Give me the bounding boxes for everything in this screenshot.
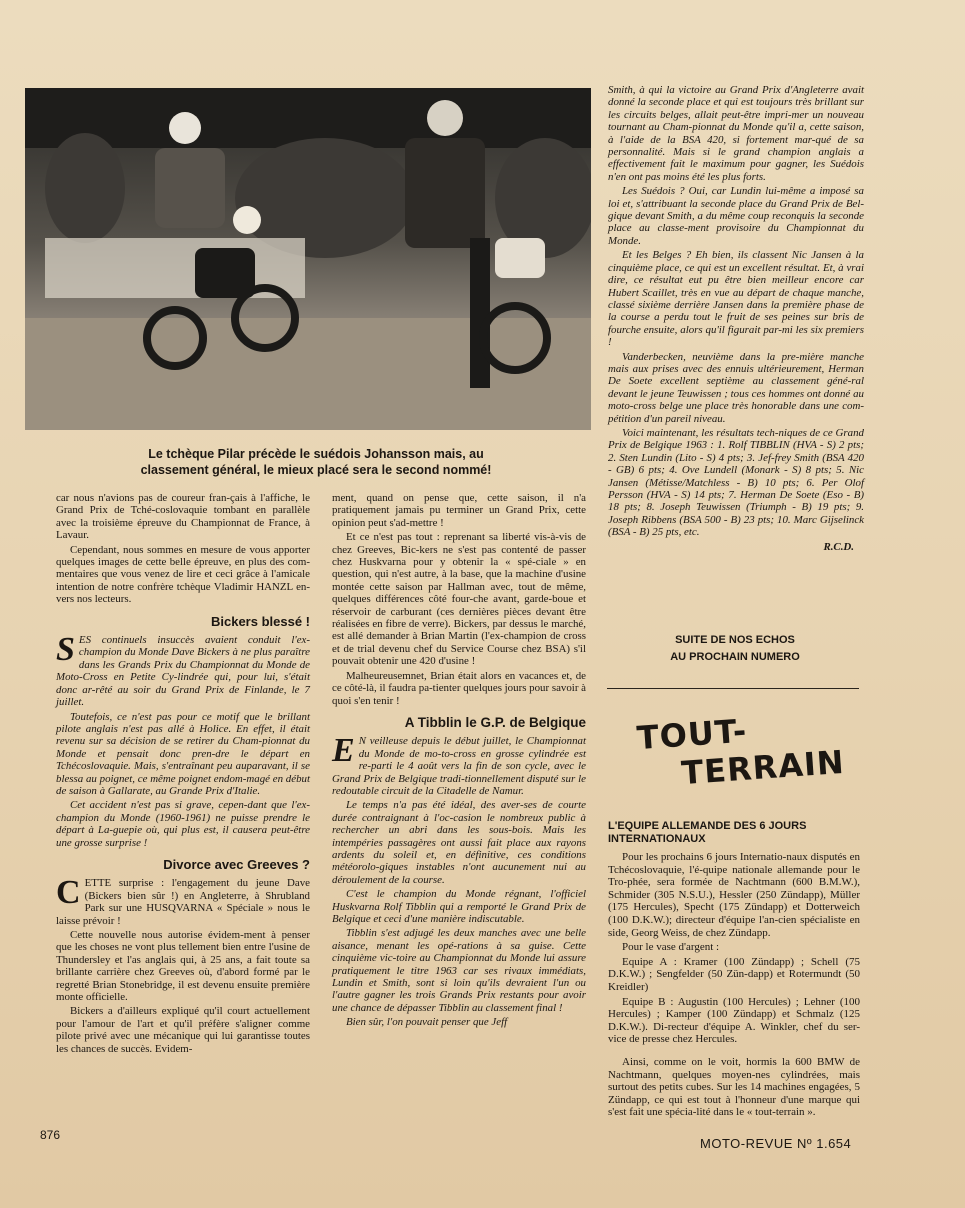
paragraph: Malheureusemnet, Brian était alors en vacances et, de ce côté-là, il faudra pa-tienter quelques jours pour savoir à quoi s'en tenir !: [332, 669, 587, 707]
paragraph: Pour les prochains 6 jours Internatio-naux disputés en Tchécoslovaquie, l'é-quipe nationale allemande pour le Tro-phée, sera formée de Nachtmann (600 B.M.W.), Schmider (305 N.S.U.), Hessler (250 Zündapp), Müller (175 Hercules), Specht (175 Zündapp) et Dotterweich (100 D.K.W.); directeur d'équipe l'an-cien spécialiste en side, Georg Weiss, de chez Zündapp.: [608, 851, 860, 939]
suite-line-2: AU PROCHAIN NUMERO: [670, 651, 800, 663]
heading-tibblin-gp-belgique: A Tibblin le G.P. de Belgique: [404, 714, 586, 730]
paragraph: Toutefois, ce n'est pas pour ce motif que le brillant pilote anglais n'est pas allé à Holice. En effet, il était revenu sur sa décision de se retirer du Cham-pionnat du Monde et pensait donc pren-dre le départ en Tchécoslovaquie. Mais, s'entraînant peu auparavant, il se blessa au poignet, ce même poignet endom-magé en début de saison à Gallarate, au Grande Prix d'Italie.: [56, 710, 310, 797]
divider: [607, 688, 859, 689]
paragraph: Equipe A : Kramer (100 Zündapp) ; Schell (75 D.K.W.) ; Sengfelder (50 Zün-dapp) et Rotermundt (50 Kreidler): [608, 955, 860, 993]
photo-caption: Le tchèque Pilar précède le suédois Johansson mais, au classement général, le mieux placé sera le second nommé!: [140, 447, 492, 477]
paragraph: Les Suédois ? Oui, car Lundin lui-même a imposé sa loi et, s'attribuant la seconde place du Grand Prix de Bel-gique devant Smith, a du même coup reconquis la seconde place au classe-ment provisoire du Championnat du Monde.: [608, 185, 864, 247]
paragraph: Vanderbecken, neuvième dans la pre-mière manche mais aux prises avec des ennuis ultérieurement, Herman De Soete excellent septième au classement géné-ral devant le jeune Teuwissen ; tous ces hommes ont donné au moto-cross belge une place très honorable dans une com-pétition d'un pareil niveau.: [608, 350, 864, 425]
suite-line-1: SUITE DE NOS ECHOS: [675, 634, 795, 646]
tout-terrain-title: [636, 705, 846, 795]
paragraph: N veilleuse depuis le début juillet, le Championnat du Monde de mo-to-cross en grosse cylindrée est re-parti le 4 août vers la fin de son cycle, avec le Grand Prix de Belgique tradi-tionnellement disputé sur le redoutable circuit de la Citadelle de Namur.: [332, 735, 586, 797]
drop-cap: E: [332, 732, 355, 770]
paragraph: Pour le vase d'argent :: [622, 941, 720, 954]
paragraph: Smith, à qui la victoire au Grand Prix d'Angleterre avait donné la seconde place et qui est toujours très brillant sur les circuits belges, allait peut-être impri-mer un nouveau tournant au Cham-pionnat du Monde qu'il a, cette saison, à l'aide de la BSA 420, si fortement mar-qué de sa personnalité. Mais si le grand champion anglais a effectivement fait le maximum pour gagner, les Suédois n'en ont pas moins été les plus forts.: [608, 84, 864, 183]
page-number: 876: [40, 1128, 61, 1142]
paragraph: Equipe B : Augustin (100 Hercules) ; Lehner (100 Hercules) ; Kamper (100 Zündapp) et Schmalz (125 D.K.W.). Di-recteur d'équipe A. Winkler, chef du ser-vice de presse chez Hercules.: [608, 995, 860, 1046]
heading-divorce-avec-greeves: Divorce avec Greeves ?: [163, 856, 310, 872]
equipe-column: [608, 851, 860, 1121]
paragraph: Le temps n'a pas été idéal, des aver-ses de courte durée contraignant à l'oc-casion le nombreux public à rechercher un abri dans les sous-bois. Mais les intempéries passagères ont aussi fait place aux rayons ardents du soleil et, en définitive, ces conditions météorolo-giques instables n'ont aucunement nui au déroulement de la course.: [332, 799, 586, 886]
column-2: [332, 492, 586, 1031]
paragraph: ment, quand on pense que, cette saison, il n'a pratiquement jamais pu terminer un Grand Prix, cette opinion peut s'ad-mettre !: [332, 492, 586, 529]
drop-cap: C: [56, 874, 81, 912]
paragraph: Tibblin s'est adjugé les deux manches avec une belle aisance, menant les opé-rations à sa guise. Cette cinquième vic-toire au Championnat du Monde lui assure pratiquement le titre 1963 car ses rivaux immédiats, Lundin et Smith, sont si loin qu'ils devraient l'un ou l'autre gagner les trois Grands Prix restants pour avoir une chance de dépasser Tibblin au classement final !: [332, 927, 586, 1014]
paragraph: C'est le champion du Monde régnant, l'officiel Huskvarna Rolf Tibblin qui a remporté le Grand Prix de Belgique et ceci d'une manière indiscutable.: [332, 888, 586, 925]
paragraph: Et les Belges ? Eh bien, ils classent Nic Jansen à la cinquième place, ce qui est un excellent résultat. Et, à vrai dire, ce résultat eut pu être bien meilleur encore car Hubert Scaillet, très en vue au départ de chaque manche, classé sixième derrière Jansen dans la première phase de la course a perdu tout le fruit de ses peines sur bris de fourche ensuite, alors qu'il figurait par-mi les six premiers !: [608, 249, 864, 349]
column-1: [56, 492, 310, 1057]
paragraph: Cette nouvelle nous autorise évidem-ment à penser que les choses ne vont plus tellement bien entre l'usine de Thundersley et l'as anglais qui, à 25 ans, a fait toute sa brillante carrière chez Greeves où, d'abord formé par le regretté Brian Stonebridge, il est devenu ensuite première monte officielle.: [56, 929, 310, 1004]
suite-notice: [630, 632, 840, 666]
paragraph: Bien sûr, l'on pouvait penser que Jeff: [346, 1016, 508, 1029]
title-line-2: TERRAIN: [680, 742, 846, 793]
race-photo: [25, 88, 591, 430]
title-line-1: TOUT-: [635, 711, 749, 758]
paragraph: Ainsi, comme on le voit, hormis la 600 BMW de Nachtmann, quelques moyen-nes cylindrées, mais surtout des petits cubes. Sur les 14 machines engagées, 5 Zündapp, ce qui est tout à l'honneur d'une marque qui s'est fait une spécia-lité dans le « tout-terrain ».: [608, 1055, 860, 1119]
equipe-heading: L'EQUIPE ALLEMANDE DES 6 JOURS INTERNATIONAUX: [608, 820, 807, 845]
column-3: [608, 84, 864, 553]
paragraph: Bickers a d'ailleurs expliqué qu'il court actuellement pour l'amour de l'art et qu'il préfère s'aligner comme pilote privé avec une mécanique qui lui garantisse toutes les chances de succès. Evidem-: [56, 1005, 310, 1055]
heading-bickers-blesse: Bickers blessé !: [210, 613, 310, 629]
paragraph: Voici maintenant, les résultats tech-niques de ce Grand Prix de Belgique 1963 : 1. Rolf TIBBLIN (HVA - S) 2 pts; 2. Sten Lundin (Lito - S) 4 pts; 3. Jef-frey Smith (BSA 420 - GB) 6 pts; 4. Ove Lundell (Monark - S) 8 pts; 5. Nic Jansen (Métisse/Matchless - B) 10 pts; 6. Per Olof Persson (HVA - S) 14 pts; 7. Herman De Soete (Eso - B) 18 pts; 8. Joseph Teuwissen (Triumph - B) 19 pts; 9. Joseph Ribbens (BSA 500 - B) 23 pts; 10. Marc Gijselinck (BSA - B) 25 pts, etc.: [608, 426, 864, 539]
paragraph: Et ce n'est pas tout : reprenant sa liberté vis-à-vis de chez Greeves, Bic-kers ne s'est pas contenté de passer chez Huskvarna pour y obtenir la « spé-ciale » en question, qui n'est autre, à la base, que la machine d'usine montée cette saison par Hallman avec, tout de même, quelques différences côté four-che avant, garde-boue et réservoir de carburant (ces dernières pièces devant être réalisées en fibre de verre). Bickers, par dessus le marché, est allé demander à Brian Martin (l'ex-champion de cross et de trial devenu chef du Service Course chez BSA) s'il pouvait obtenir une 420 d'usine !: [332, 531, 586, 668]
drop-cap: S: [56, 631, 75, 669]
author-signature: R.C.D.: [823, 540, 854, 553]
paragraph: Cet accident n'est pas si grave, cepen-dant que l'ex-champion du Monde (1960-1961) ne puisse prendre le départ à La-guepie où, qui plus est, il causera peut-être une grosse surprise !: [56, 799, 310, 849]
paragraph: ETTE surprise : l'engagement du jeune Dave (Bickers bien sûr !) en Angleterre, à Shrubland Park sur une HUSQVARNA « Spéciale » nous le laisse prévoir !: [56, 877, 310, 927]
paragraph: Cependant, nous sommes en mesure de vous apporter quelques images de cette belle épreuve, en plus des com-mentaires que vous venez de lire et ceci grâce à l'amicale intention de notre confrère tchèque Vladimir HANZL en-vers nos lecteurs.: [56, 543, 310, 606]
paragraph: ES continuels insuccès avaient conduit l'ex-champion du Monde Dave Bickers à ne plus paraître dans les Grands Prix du Championnat du Monde de Moto-Cross en Petite Cy-lindrée qui, pour lui, s'était donc ar-rêté au soir du Grand Prix de Finlande, le 7 juillet.: [56, 634, 310, 709]
paragraph: car nous n'avions pas de coureur fran-çais à l'affiche, le Grand Prix de Tché-coslovaquie tombant en parallèle avec la troisième épreuve du Championnat de France, à Lavaur.: [56, 492, 310, 542]
magazine-issue: MOTO-REVUE Nº 1.654: [700, 1136, 852, 1151]
